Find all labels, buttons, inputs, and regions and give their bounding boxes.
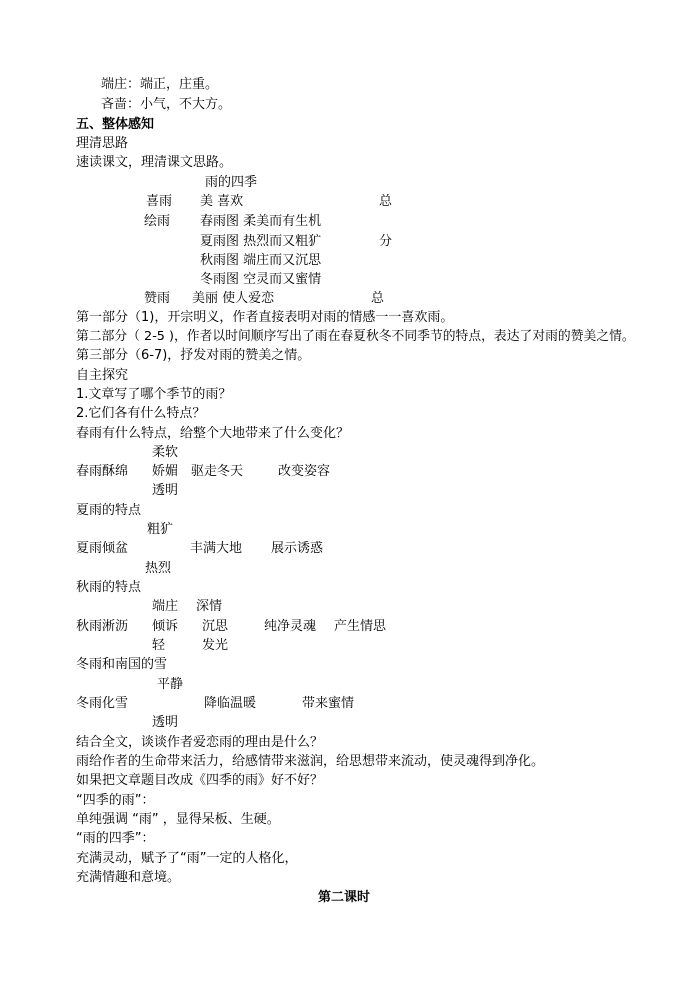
explore-q2: 2.它们各有什么特点？ bbox=[76, 406, 206, 421]
outline-r3-b: 夏雨图 热烈而又粗犷 bbox=[200, 234, 322, 249]
outline-title: 雨的四季 bbox=[205, 175, 258, 190]
winter-lead: 冬雨化雪 bbox=[76, 696, 129, 711]
summer-bottom: 热烈 bbox=[145, 561, 172, 576]
closing-line-2: 单纯强调 “雨” ，显得呆板、生硬。 bbox=[76, 812, 280, 827]
autumn-bot-2: 发光 bbox=[202, 638, 229, 653]
summer-lead: 夏雨倾盆 bbox=[76, 541, 129, 556]
autumn-mid-2: 沉思 bbox=[202, 619, 229, 634]
spring-mid: 娇媚 bbox=[152, 464, 179, 479]
autumn-bot-1: 轻 bbox=[152, 638, 166, 653]
autumn-c3: 纯净灵魂 bbox=[264, 619, 317, 634]
outline-r6-a: 赞雨 bbox=[144, 291, 171, 306]
outline-r3-c: 分 bbox=[379, 234, 393, 249]
spring-bottom: 透明 bbox=[152, 483, 179, 498]
closing-line-4: 充满灵动，赋予了“雨”一定的人格化， bbox=[76, 851, 298, 866]
autumn-top-2: 深情 bbox=[196, 599, 223, 614]
outline-instruction: 速读课文，理清课文思路。 bbox=[76, 155, 233, 170]
closing-question: 结合全文，谈谈作者爱恋雨的理由是什么？ bbox=[76, 735, 324, 750]
outline-r1-b: 美 喜欢 bbox=[200, 194, 244, 209]
autumn-c4: 产生情思 bbox=[334, 619, 387, 634]
winter-heading: 冬雨和南国的雪 bbox=[76, 657, 168, 672]
winter-bottom: 透明 bbox=[152, 715, 179, 730]
spring-c2: 驱走冬天 bbox=[191, 464, 244, 479]
outline-r2-b: 春雨图 柔美而有生机 bbox=[200, 214, 322, 229]
autumn-lead: 秋雨淅沥 bbox=[76, 619, 129, 634]
closing-question-2: 如果把文章题目改成《四季的雨》好不好？ bbox=[76, 773, 324, 788]
winter-c2: 降临温暖 bbox=[204, 696, 257, 711]
part-1: 第一部分（1)，开宗明义，作者直接表明对雨的情感一一喜欢雨。 bbox=[76, 310, 454, 325]
closing-line-1: “四季的雨”： bbox=[76, 793, 155, 808]
part-3: 第三部分（6-7)，抒发对雨的赞美之情。 bbox=[76, 348, 311, 363]
outline-r1-a: 喜雨 bbox=[146, 194, 173, 209]
vocab-linse: 吝啬：小气，不大方。 bbox=[101, 97, 232, 112]
explore-q1: 1.文章写了哪个季节的雨？ bbox=[76, 387, 232, 402]
section-heading: 五、整体感知 bbox=[76, 117, 155, 132]
summer-top: 粗犷 bbox=[147, 522, 174, 537]
part-2: 第二部分（ 2-5 )，作者以时间顺序写出了雨在春夏秋冬不同季节的特点，表达了对雨的赞美之情。 bbox=[76, 329, 635, 344]
closing-answer: 雨给作者的生命带来活力，给感情带来滋润，给思想带来流动，使灵魂得到净化。 bbox=[76, 754, 545, 769]
autumn-heading: 秋雨的特点 bbox=[76, 580, 142, 595]
outline-r4-b: 秋雨图 端庄而又沉思 bbox=[200, 253, 322, 268]
autumn-top-1: 端庄 bbox=[152, 599, 179, 614]
spring-c3: 改变姿容 bbox=[278, 464, 331, 479]
summer-c3: 展示诱惑 bbox=[271, 541, 324, 556]
explore-q3: 春雨有什么特点，给整个大地带来了什么变化？ bbox=[76, 426, 350, 441]
explore-heading: 自主探究 bbox=[76, 368, 129, 383]
vocab-duanzhuang: 端庄：端正，庄重。 bbox=[101, 77, 219, 92]
winter-top: 平静 bbox=[157, 677, 184, 692]
spring-lead: 春雨酥绵 bbox=[76, 464, 129, 479]
outline-r1-c: 总 bbox=[379, 194, 393, 209]
autumn-mid-1: 倾诉 bbox=[152, 619, 179, 634]
outline-r6-c: 总 bbox=[371, 291, 385, 306]
outline-r6-b: 美丽 使人爱恋 bbox=[192, 291, 275, 306]
summer-c2: 丰满大地 bbox=[190, 541, 243, 556]
summer-heading: 夏雨的特点 bbox=[76, 503, 142, 518]
closing-line-5: 充满情趣和意境。 bbox=[76, 870, 181, 885]
next-lesson-heading: 第二课时 bbox=[318, 890, 371, 905]
winter-c3: 带来蜜情 bbox=[302, 696, 355, 711]
spring-top: 柔软 bbox=[152, 445, 179, 460]
outline-r5-b: 冬雨图 空灵而又蜜情 bbox=[200, 272, 322, 287]
outline-r2-a: 绘雨 bbox=[144, 214, 171, 229]
closing-line-3: “雨的四季”： bbox=[76, 831, 155, 846]
outline-heading: 理清思路 bbox=[76, 136, 129, 151]
